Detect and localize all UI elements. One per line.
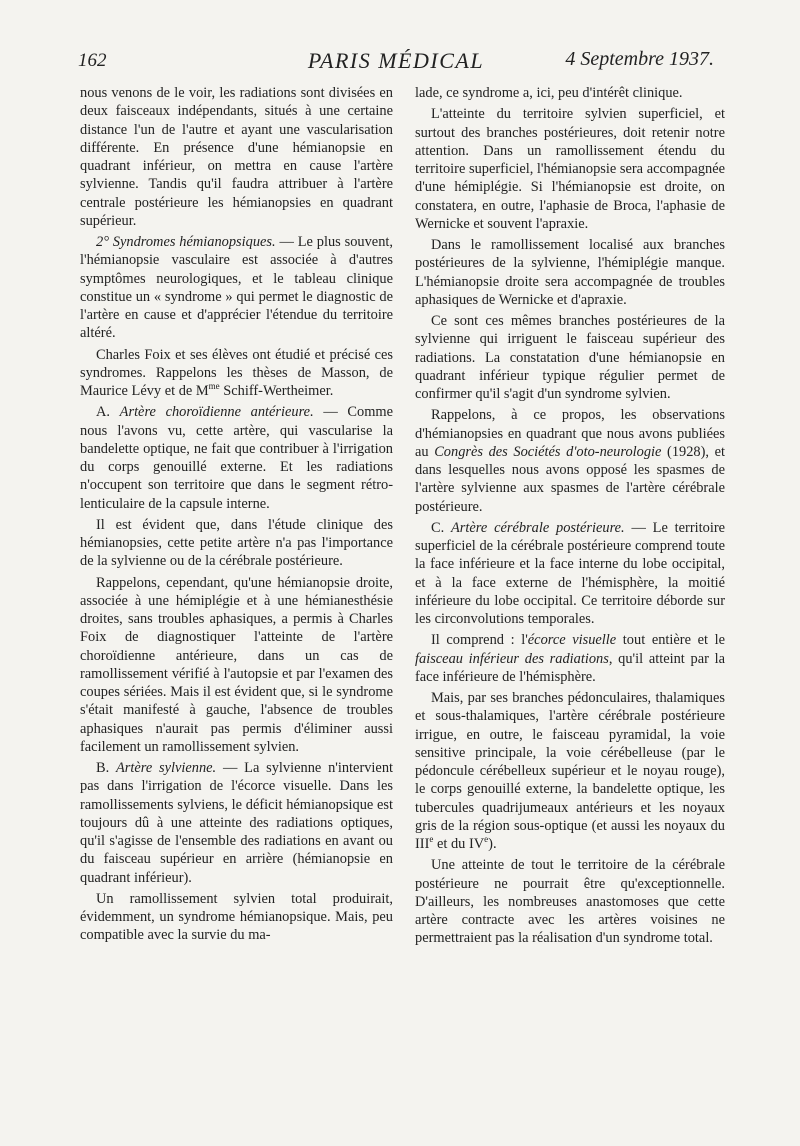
paragraph: 2° Syndromes hémianopsiques. — Le plus souvent, l'hémianopsie vasculaire est associée à d'autres symptômes neurologiques, et le tableau clinique constitue un « syndrome » qui permet le diagnostic de l'artère en cause et d'apprécier l'étendue du territoire altéré.	[80, 234, 393, 342]
paragraph: nous venons de le voir, les radiations sont divisées en deux faisceaux indépendants, situés à une certaine distance l'un de l'autre et ayant une vascularisation différente. En présence d'une hémianopsie en quadrant inférieur, on mettra en cause l'artère sylvienne. Tandis qu'il faudra attribuer à l'artère centrale postérieure les hémianopsies en quadrant supérieur.	[80, 85, 393, 229]
running-header	[78, 44, 714, 78]
paragraph: C. Artère cérébrale postérieure. — Le territoire superficiel de la cérébrale postérieure comprend toute la face inférieure et la face interne du lobe occipital, et à la face externe de l'hémisphère, la moitié inférieure du lobe occipital. Ce territoire déborde sur les circonvolutions temporales.	[415, 519, 726, 627]
paragraph: Ce sont ces mêmes branches postérieures de la sylvienne qui irriguent le faisceau supérieur des radiations. La constatation d'une hémianopsie en quadrant inférieur typique régulier permet de confirmer qu'il s'agit d'un syndrome sylvien.	[415, 313, 725, 402]
journal-title: PARIS MÉDICAL	[307, 48, 485, 73]
subsection-heading: Artère cérébrale postérieure.	[451, 519, 625, 536]
paragraph: B. Artère sylvienne. — La sylvienne n'intervient pas dans l'irrigation de l'écorce visuelle. Dans les ramollissements sylviens, le déficit hémianopsique est toujours dû à une atteinte des radiations optiques, qu'il s'agisse de l'ensemble des radiations en avant ou du faisceau supérieur en arrière (hémianopsie en quadrant inférieur).	[80, 760, 394, 886]
page-number: 162	[78, 50, 107, 71]
paragraph: A. Artère choroïdienne antérieure. — Comme nous l'avons vu, cette artère, qui vascularise la bandelette optique, ne fait que contribuer à l'irrigation du corps genouillé externe. Et les radiations n'occupent son territoire que dans le segment rétro-lenticulaire de la capsule interne.	[80, 404, 393, 512]
left-column	[80, 84, 393, 948]
paragraph: Un ramollissement sylvien total produirait, évidemment, un syndrome hémianopsique. Mais, peu compatible avec la survie du ma-	[80, 890, 393, 944]
paragraph: Il comprend : l'écorce visuelle tout entière et le faisceau inférieur des radiations, qu'il atteint par la face inférieure de l'hémisphère.	[415, 632, 725, 685]
right-column	[415, 84, 725, 951]
paragraph: Il est évident que, dans l'étude clinique des hémianopsies, cette petite artère n'a pas l'importance de la sylvienne ou de la cérébrale postérieure.	[80, 516, 393, 570]
issue-date: 4 Septembre 1937.	[565, 48, 714, 70]
section-heading: 2° Syndromes hémianopsiques.	[96, 234, 276, 250]
subsection-heading: Artère sylvienne.	[116, 760, 217, 776]
paragraph: Une atteinte de tout le territoire de la cérébrale postérieure ne pourrait être qu'exceptionnelle. D'ailleurs, les nombreuses anastomoses que cette artère contracte avec les artères voisines ne permettraient pas la réalisation d'un syndrome total.	[415, 857, 725, 947]
paragraph: lade, ce syndrome a, ici, peu d'intérêt clinique.	[415, 85, 683, 101]
subsection-heading: Artère choroïdienne antérieure.	[119, 404, 314, 421]
paragraph: Mais, par ses branches pédonculaires, thalamiques et sous-thalamiques, l'artère cérébrale postérieure irrigue, en outre, le faisceau pyramidal, la voie sensitive principale, la voie cérébelleuse (par le pédoncule cérébelleux supérieur et le noyau rouge), le corps genouillé externe, la bandelette optique, les tubercules quadrijumeaux antérieurs et les noyaux gris de la région sous-optique (et aussi les noyaux du IIIe et du IVe).	[415, 690, 725, 852]
citation: Congrès des Sociétés d'oto-neurologie	[434, 443, 662, 460]
paragraph: L'atteinte du territoire sylvien superficiel, et surtout des branches postérieures, doit retenir notre attention. Dans un ramollissement étendu du territoire superficiel, l'hémianopsie sera accompagnée d'une hémiplégie. Si l'hémianopsie est droite, on constatera, en outre, l'aphasie de Broca, l'aphasie de Wernicke et souvent l'apraxie.	[415, 106, 725, 232]
paragraph: Rappelons, cependant, qu'une hémianopsie droite, associée à une hémiplégie et à une hémianesthésie droites, sans troubles aphasiques, a permis à Charles Foix de diagnostiquer l'atteinte de l'artère choroïdienne antérieure, dans un cas de ramollissement vérifié à l'autopsie et par l'examen des coupes sériées. Mais il est évident que, si le syndrome s'était manifesté à gauche, l'absence de troubles aphasiques n'aurait pas permis d'éliminer aussi facilement un ramollissement sylvien.	[80, 574, 393, 755]
paragraph: Dans le ramollissement localisé aux branches postérieures de la sylvienne, l'hémiplégie manque. L'hémianopsie droite sera accompagnée de troubles aphasiques de Wernicke et d'apraxie.	[415, 237, 725, 308]
paragraph: Rappelons, à ce propos, les observations d'hémianopsies en quadrant que nous avons publiées au Congrès des Sociétés d'oto-neurologie (1928), et dans lesquelles nous avons opposé les spasmes de l'artère sylvienne aux spasmes de l'artère cérébrale postérieure.	[415, 407, 725, 515]
paragraph: Charles Foix et ses élèves ont étudié et précisé ces syndromes. Rappelons les thèses de Masson, de Maurice Lévy et de $M^{me}$ Schiff-Wertheimer.	[80, 346, 393, 399]
